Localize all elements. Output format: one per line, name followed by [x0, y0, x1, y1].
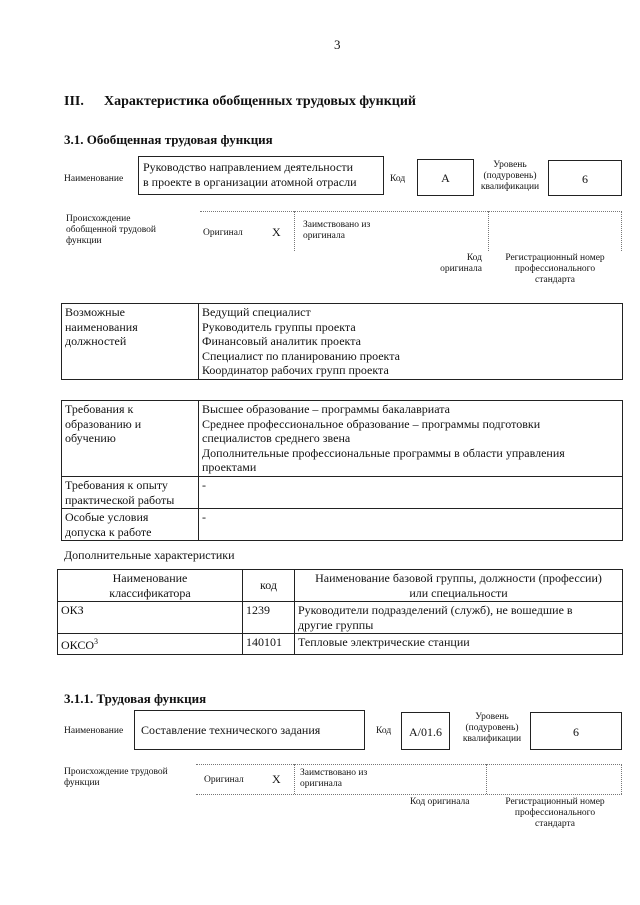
- special-conditions-value: -: [199, 509, 623, 541]
- tf-origin-top-border: [196, 764, 622, 765]
- table-row: [58, 570, 623, 602]
- requirements-table: [61, 400, 623, 541]
- positions-label: Возможные наименования должностей: [62, 304, 199, 380]
- tf-code-original-label: Код оригинала: [410, 797, 470, 807]
- gtf-level-box: 6: [548, 160, 622, 196]
- tf-reg-number-label: Регистрационный номер профессионального стандарта: [505, 797, 605, 829]
- code-header: код: [243, 570, 295, 602]
- tf-name-label: Наименование: [64, 726, 124, 736]
- education-value: Высшее образование – программы бакалавриата Среднее профессиональное образование – программы подготовки специалистов среднего звена Дополнительные профессиональные программы в области управления проектами: [199, 401, 623, 477]
- tf-level-box: 6: [530, 712, 622, 750]
- page-number: 3: [334, 37, 341, 52]
- list-item: Ведущий специалист: [202, 305, 311, 319]
- positions-list: [199, 304, 623, 380]
- table-row: [62, 509, 623, 541]
- table-row: [62, 401, 623, 477]
- experience-label: Требования к опыту практической работы: [62, 477, 199, 509]
- education-label: Требования к образованию и обучению: [62, 401, 199, 477]
- tf-level-label: Уровень (подуровень) квалификации: [462, 712, 522, 744]
- gtf-name-box: [138, 156, 384, 195]
- gtf-origin-divider: [621, 211, 622, 251]
- additional-table: [57, 569, 623, 655]
- tf-original-label: Оригинал: [204, 775, 244, 785]
- classifier-cell: ОКСО$^3$: [58, 634, 243, 655]
- gtf-name-line: Руководство направлением деятельности: [143, 160, 354, 174]
- gtf-origin-top-border: [200, 211, 488, 212]
- tf-origin-divider: [621, 764, 622, 794]
- tf-origin-divider: [294, 764, 295, 794]
- tf-origin-label: Происхождение трудовой функции: [64, 767, 168, 788]
- gtf-code-box: А: [417, 159, 474, 196]
- base-group-header: Наименование базовой группы, должности (профессии) или специальности: [295, 570, 623, 602]
- tf-code-label: Код: [376, 726, 392, 736]
- gtf-code-original-label: Код оригинала: [440, 253, 482, 274]
- gtf-origin-divider: [488, 211, 489, 251]
- classifier-cell: ОКЗ: [58, 602, 243, 634]
- tf-code-box: A/01.6: [401, 712, 450, 750]
- table-row: [62, 304, 623, 380]
- table-row: [58, 602, 623, 634]
- tf-origin-bottom-border: [196, 794, 622, 795]
- gtf-origin-divider: [294, 211, 295, 251]
- section-number: III.: [64, 94, 84, 109]
- gtf-borrowed-label: Заимствовано из оригинала: [303, 220, 371, 241]
- code-cell: 140101: [243, 634, 295, 655]
- gtf-reg-number-label: Регистрационный номер профессионального стандарта: [505, 253, 605, 285]
- section-title: Характеристика обобщенных трудовых функций: [104, 94, 416, 109]
- gtf-heading: 3.1. Обобщенная трудовая функция: [64, 132, 273, 147]
- table-row: [58, 634, 623, 655]
- tf-name-box: Составление технического задания: [134, 710, 365, 750]
- experience-value: -: [199, 477, 623, 509]
- gtf-original-label: Оригинал: [203, 228, 243, 238]
- gtf-reg-top-border: [488, 211, 622, 212]
- tf-heading: 3.1.1. Трудовая функция: [64, 691, 207, 706]
- additional-title: Дополнительные характеристики: [64, 548, 235, 562]
- gtf-original-mark: Х: [272, 225, 281, 239]
- tf-origin-divider: [486, 764, 487, 794]
- base-group-cell: Руководители подразделений (служб), не вошедшие в другие группы: [295, 602, 623, 634]
- tf-borrowed-label: Заимствовано из оригинала: [300, 768, 368, 789]
- code-cell: 1239: [243, 602, 295, 634]
- gtf-level-label: Уровень (подуровень) квалификации: [480, 160, 540, 192]
- gtf-name-line: в проекте в организации атомной отрасли: [143, 175, 357, 189]
- table-row: [62, 477, 623, 509]
- base-group-cell: Тепловые электрические станции: [295, 634, 623, 655]
- list-item: Финансовый аналитик проекта: [202, 334, 361, 348]
- tf-original-mark: Х: [272, 772, 281, 786]
- list-item: Специалист по планированию проекта: [202, 348, 400, 363]
- special-conditions-label: Особые условия допуска к работе: [62, 509, 199, 541]
- gtf-code-label: Код: [390, 174, 406, 184]
- list-item: Координатор рабочих групп проекта: [202, 363, 389, 377]
- positions-table: [61, 303, 623, 380]
- gtf-origin-label: Происхождение обобщенной трудовой функции: [66, 214, 156, 246]
- footnote-marker: 3: [94, 637, 99, 646]
- classifier-header: Наименование классификатора: [58, 570, 243, 602]
- list-item: Руководитель группы проекта: [202, 319, 356, 334]
- gtf-name-label: Наименование: [64, 174, 124, 184]
